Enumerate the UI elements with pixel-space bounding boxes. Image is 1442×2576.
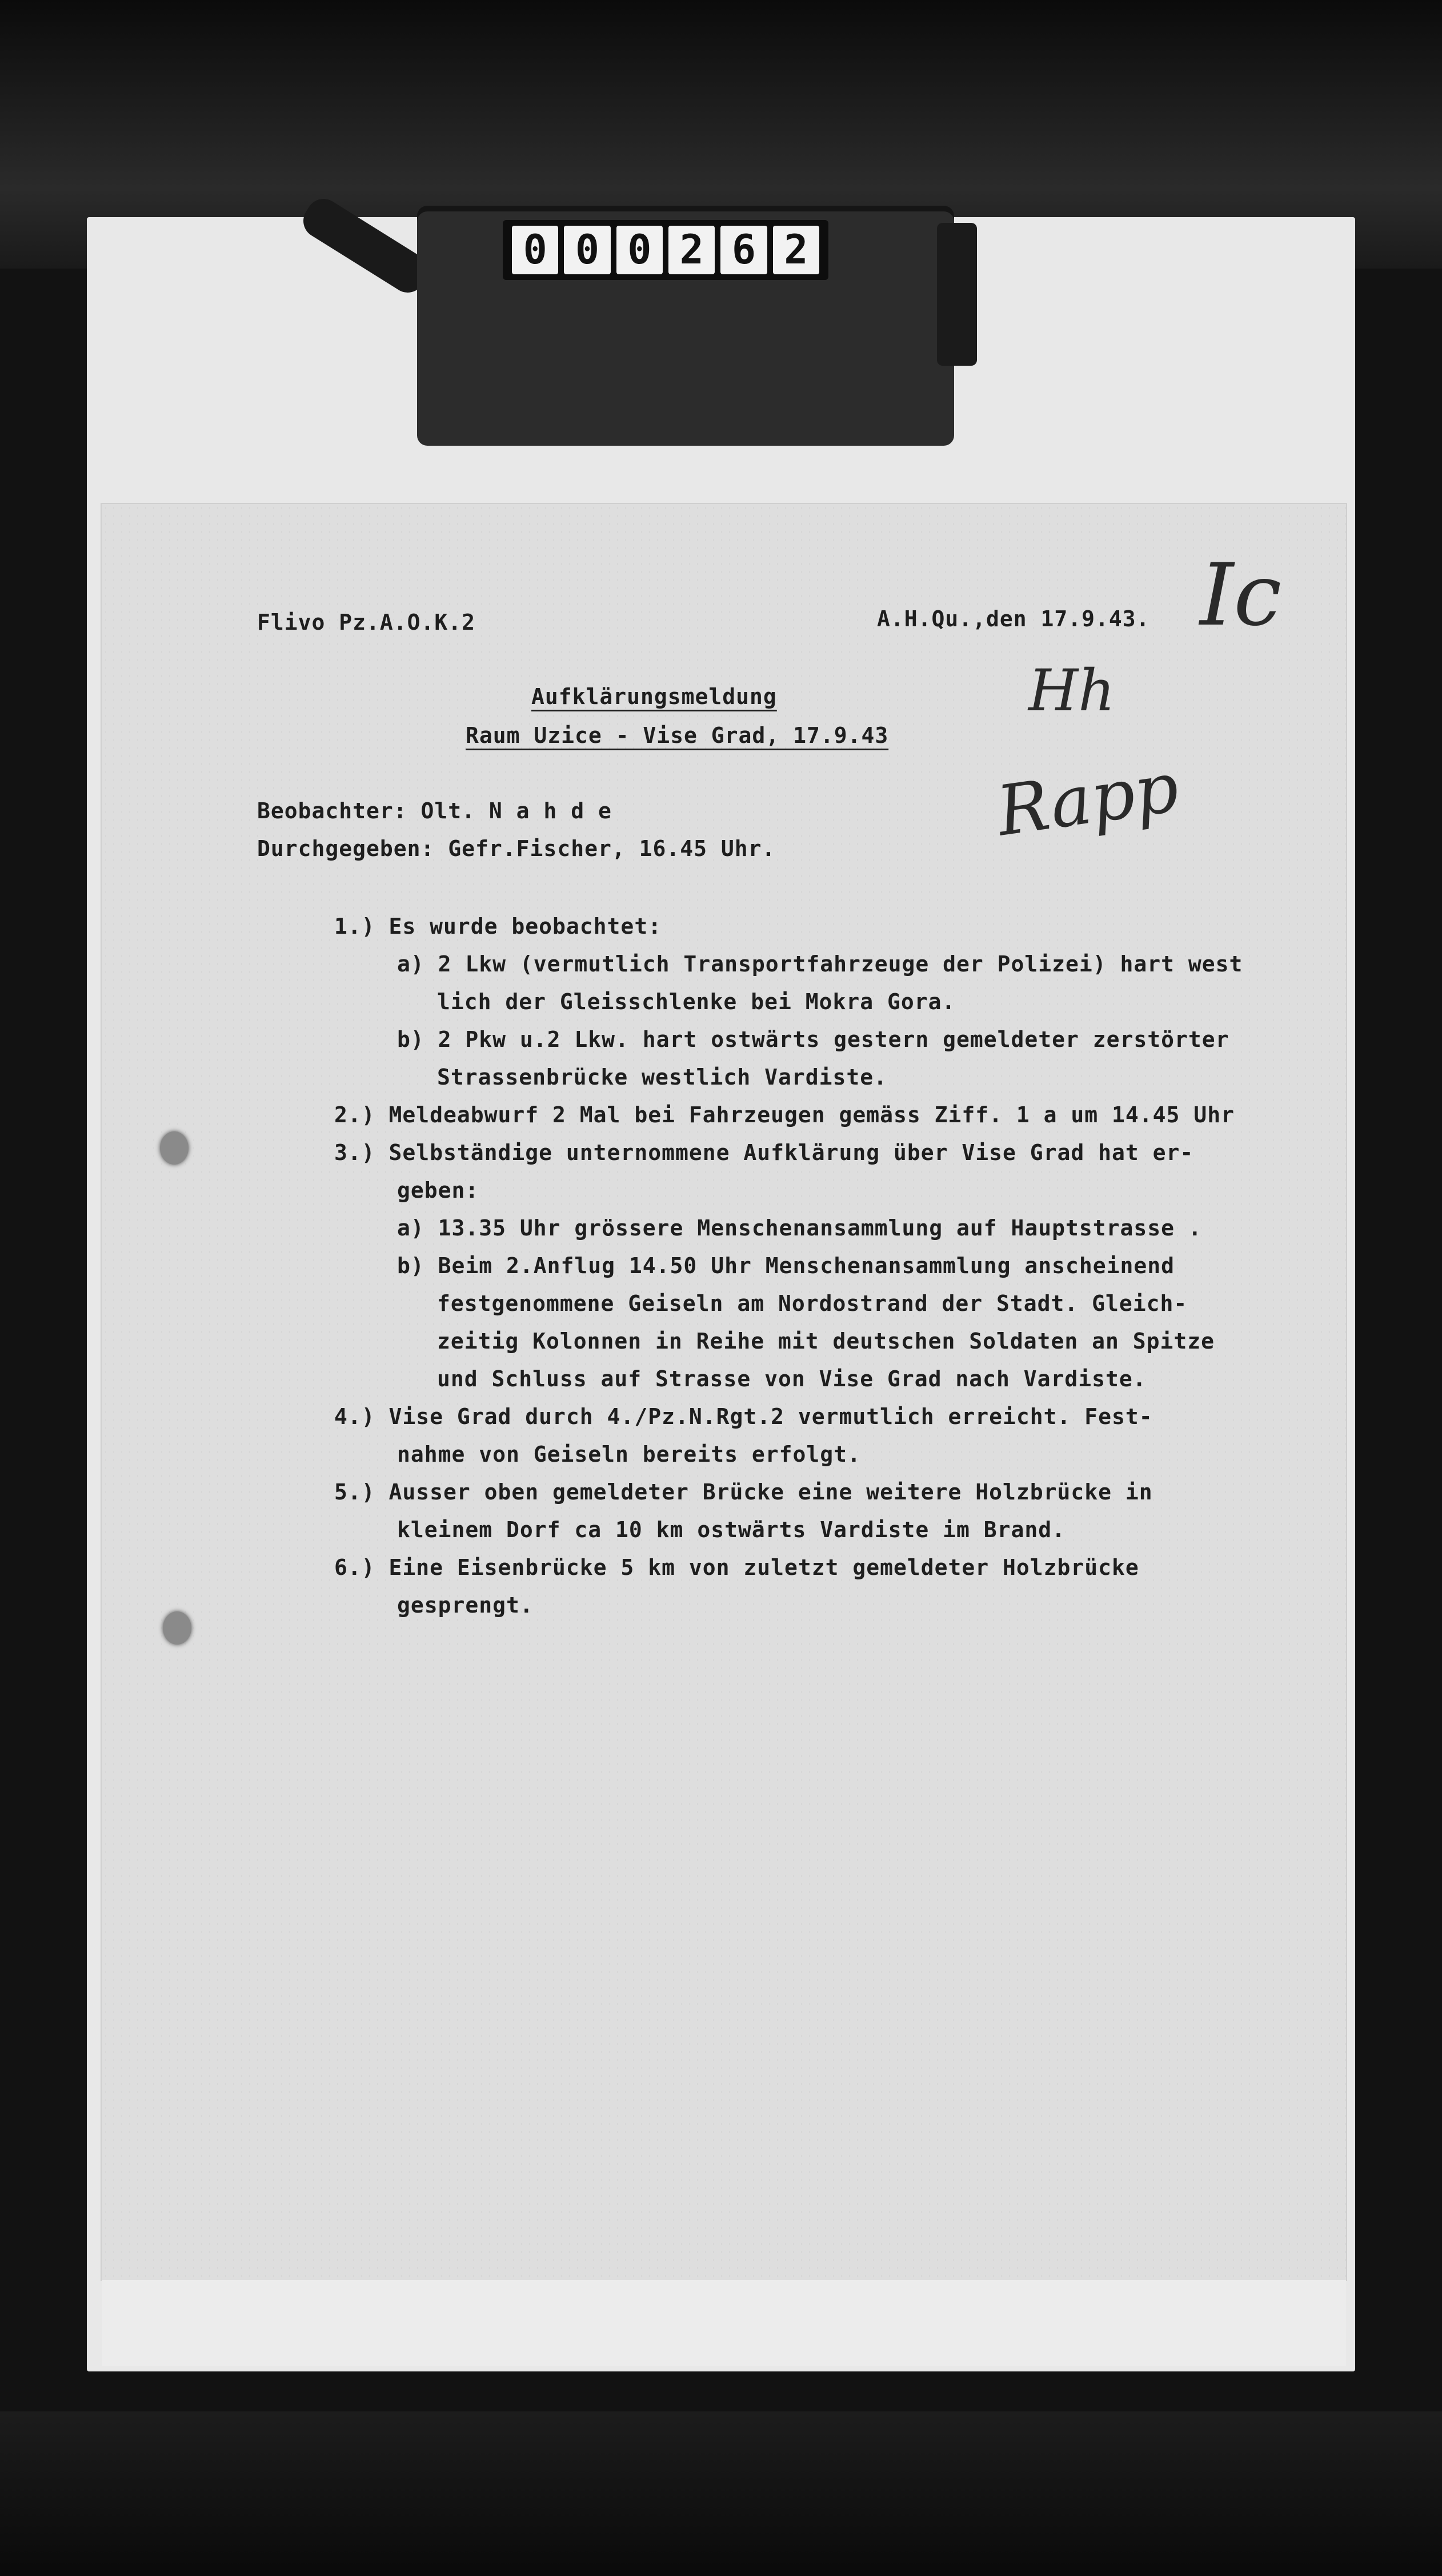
body-line: 5.) Ausser oben gemeldeter Brücke eine weitere Holzbrücke in — [334, 1479, 1153, 1505]
body-line: Strassenbrücke westlich Vardiste. — [437, 1065, 887, 1090]
section-mark: Ic — [1200, 546, 1282, 645]
counter-digit: 6 — [720, 226, 767, 274]
frame-counter — [503, 220, 828, 280]
body-line: b) 2 Pkw u.2 Lkw. hart ostwärts gestern gemeldeter zerstörter — [397, 1027, 1229, 1052]
body-line: 4.) Vise Grad durch 4./Pz.N.Rgt.2 vermutlich erreicht. Fest- — [334, 1404, 1153, 1429]
handwritten-signature: Rapp — [992, 747, 1184, 852]
counter-digit: 0 — [616, 226, 663, 274]
body-line: b) Beim 2.Anflug 14.50 Uhr Menschenansammlung anscheinend — [397, 1253, 1175, 1278]
punch-hole — [163, 1611, 191, 1645]
body-line: a) 2 Lkw (vermutlich Transportfahrzeuge der Polizei) hart west — [397, 951, 1243, 977]
body-line: zeitig Kolonnen in Reihe mit deutschen Soldaten an Spitze — [437, 1329, 1215, 1354]
counter-digit: 0 — [564, 226, 610, 274]
paper-bottom-strip — [102, 2280, 1346, 2366]
place-date: A.H.Qu.,den 17.9.43. — [877, 606, 1150, 631]
counter-digit: 2 — [668, 226, 715, 274]
report-subtitle: Raum Uzice - Vise Grad, 17.9.43 — [466, 723, 889, 748]
body-line: 2.) Meldeabwurf 2 Mal bei Fahrzeugen gemäss Ziff. 1 a um 14.45 Uhr — [334, 1102, 1235, 1127]
transmitted-line: Durchgegeben: Gefr.Fischer, 16.45 Uhr. — [257, 836, 776, 861]
report-title: Aufklärungsmeldung — [531, 684, 777, 709]
counter-knob — [937, 223, 977, 366]
counter-digit: 0 — [512, 226, 558, 274]
body-line: nahme von Geiseln bereits erfolgt. — [397, 1442, 861, 1467]
body-line: 1.) Es wurde beobachtet: — [334, 914, 662, 939]
body-line: gesprengt. — [397, 1593, 534, 1618]
body-line: und Schluss auf Strasse von Vise Grad nach Vardiste. — [437, 1366, 1147, 1391]
punch-hole — [160, 1131, 189, 1165]
body-line: geben: — [397, 1178, 479, 1203]
unit-heading: Flivo Pz.A.O.K.2 — [257, 610, 476, 635]
body-line: 6.) Eine Eisenbrücke 5 km von zuletzt gemeldeter Holzbrücke — [334, 1555, 1139, 1580]
body-line: a) 13.35 Uhr grössere Menschenansammlung auf Hauptstrasse . — [397, 1215, 1202, 1241]
film-bottom-border — [0, 2411, 1442, 2576]
counter-digit: 2 — [773, 226, 819, 274]
body-line: 3.) Selbständige unternommene Aufklärung über Vise Grad hat er- — [334, 1140, 1194, 1165]
observer-line: Beobachter: Olt. N a h d e — [257, 798, 612, 823]
body-line: kleinem Dorf ca 10 km ostwärts Vardiste im Brand. — [397, 1517, 1066, 1542]
body-line: festgenommene Geiseln am Nordostrand der Stadt. Gleich- — [437, 1291, 1188, 1316]
handwritten-initials: Hh — [1028, 657, 1115, 724]
body-line: lich der Gleisschlenke bei Mokra Gora. — [437, 989, 956, 1014]
